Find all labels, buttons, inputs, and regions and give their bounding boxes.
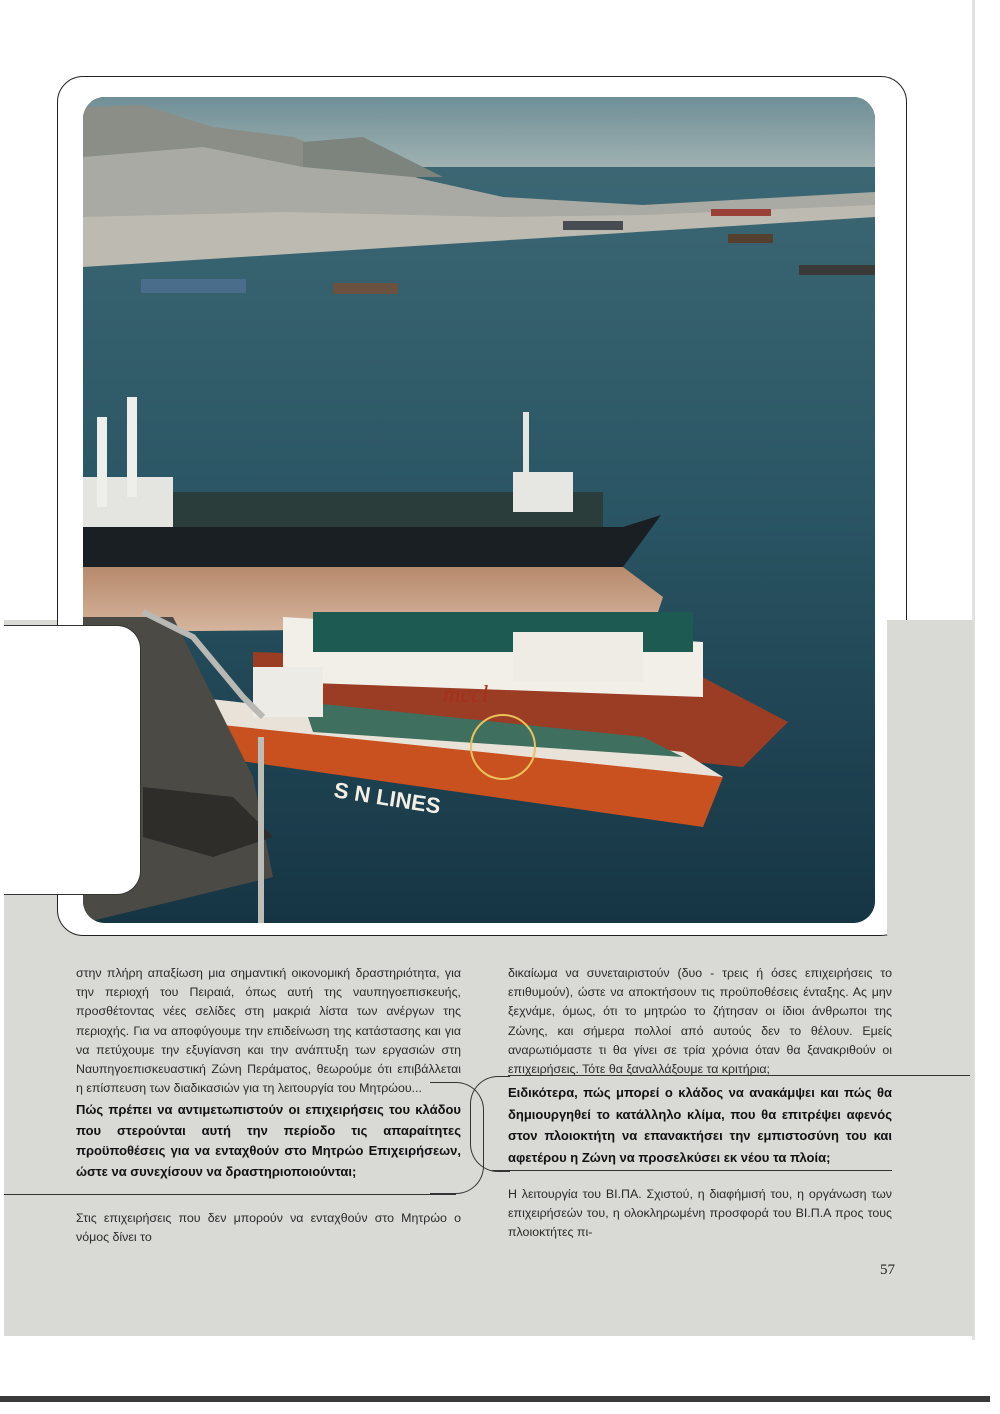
left-paragraph-1: στην πλήρη απαξίωση μια σημαντική οικονομική δραστηριότητα, για την περιοχή του Πειραιά, όπως αυτή της ναυπηγοεπισκευής, προσθέτοντας νέες σελίδες στη μακριά λίστα των ανέργων της περιοχής. Για να αποφύγουμε την επιδείνωση της κατάστασης και για να πετύχουμε την εξυγίανση και την ανάπτυξη των εργασιών στη Ναυπηγοεπισκευαστική Ζώνη Περάματος, θεωρούμε ότι επιβάλλεται η επίσπευση των διαδικασιών για τη λειτουργία του Μητρώου...: [76, 966, 461, 1096]
left-margin-tab: [4, 625, 141, 895]
hull-text-mccl: mccl: [443, 682, 489, 708]
left-question-bracket: [430, 1082, 484, 1194]
page-number: 57: [880, 1262, 895, 1278]
photo-frame-mask: [887, 620, 907, 935]
left-question: Πώς πρέπει να αντιμετωπιστούν οι επιχειρήσεις του κλάδου που στερούνται αυτή την περίοδο τις απαραίτητες προϋποθέσεις για να ενταχθούν στο Μητρώο Επιχειρήσεων, ώστε να συνεχίσουν να δραστηριοποιούνται;: [76, 1102, 461, 1179]
right-column-text: [508, 964, 892, 1079]
bottom-rule: [0, 1396, 990, 1402]
right-paragraph-2: Η λειτουργία του ΒΙ.ΠΑ. Σχιστού, η διαφήμισή του, η οργάνωση των επιχειρήσεών του, η ολοκληρωμένη προσφορά του ΒΙ.Π.Α προς τους πλοιοκτήτες πι-: [508, 1187, 892, 1240]
right-column-continued: [508, 1185, 892, 1243]
right-question-bottom-rule: [492, 1170, 892, 1171]
right-question: Ειδικότερα, πώς μπορεί ο κλάδος να ανακάμψει και πώς θα δημιουργηθεί το κατάλληλο κλίμα, που θα επιτρέψει αφενός στον πλοιοκτήτη να επανακτήσει την εμπιστοσύνη του και αφετέρου η Ζώνη να προσελκύσει εκ νέου τα πλοία;: [508, 1085, 892, 1165]
right-paragraph-1: δικαίωμα να συνεταιριστούν (δυο - τρεις ή όσες επιχειρήσεις το επιθυμούν), ώστε να αποκτήσουν τις προϋποθέσεις ένταξης. Ας μην ξεχνάμε, όμως, ότι το μητρώο το ζήτησαν οι ίδιοι άνθρωποι της Ζώνης, και σήμερα πολλοί από αυτούς δεν το θέλουν. Εμείς αναρωτιόμαστε τι θα γίνει σε τρία χρόνια όταν θα ξανακριθούν οι επιχειρήσεις. Τότε θα ξαναλλάξουμε τα κριτήρια;: [508, 966, 892, 1077]
left-column-continued: [76, 1209, 461, 1247]
left-question-bottom-rule: [4, 1194, 456, 1195]
left-paragraph-2: Στις επιχειρήσεις που δεν μπορούν να ενταχθούν στο Μητρώο ο νόμος δίνει το: [76, 1211, 461, 1245]
hull-text-sn-lines: S N LINES: [332, 777, 443, 819]
harbor-photo: [83, 97, 875, 923]
left-column-text: [76, 964, 461, 1098]
